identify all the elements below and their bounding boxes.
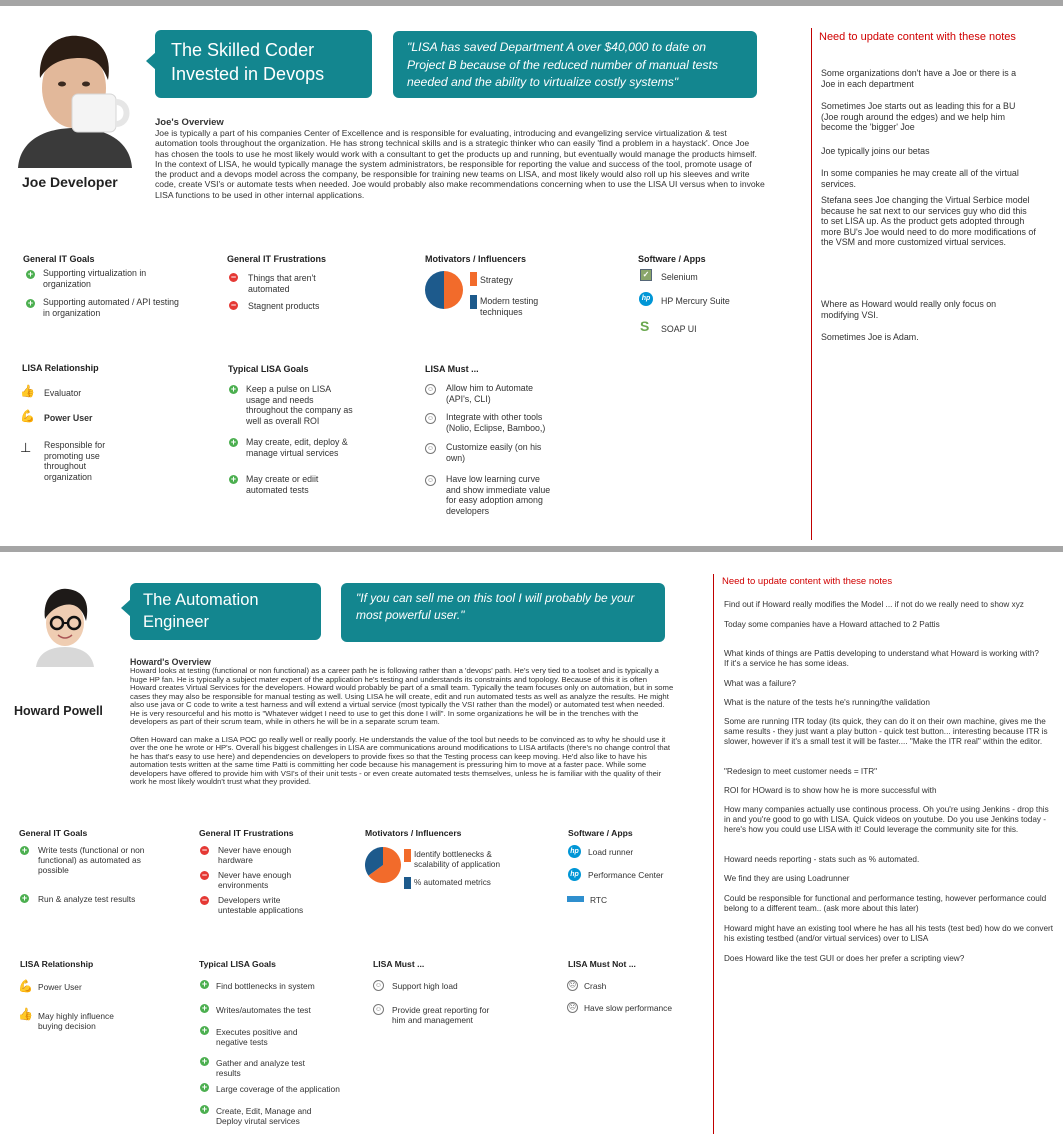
howard-motivators-pie: [364, 846, 402, 884]
howard-goals-title: General IT Goals: [19, 828, 88, 838]
howard-frustration-item: Never have enough environments: [218, 870, 292, 890]
joe-must-item: Allow him to Automate (API's, CLI): [446, 383, 534, 404]
howard-lisa-goals-title: Typical LISA Goals: [199, 959, 276, 969]
legend-swatch-blue: [470, 295, 477, 309]
smiley-icon: ☺: [426, 415, 435, 422]
joe-motivator-item: Strategy: [480, 275, 513, 285]
howard-lisa-goal-item: Gather and analyze test results: [216, 1058, 305, 1078]
plus-icon: +: [201, 1003, 208, 1013]
joe-relationship-item: Evaluator: [44, 388, 82, 398]
howard-frustration-item: Developers write untestable applications: [218, 895, 304, 915]
joe-software-item: Selenium: [661, 272, 698, 282]
plus-icon: +: [230, 474, 237, 484]
howard-lisa-goal-item: Executes positive and negative tests: [216, 1027, 298, 1047]
rtc-logo-icon: [567, 896, 584, 902]
joe-notes-divider: [811, 28, 812, 540]
howard-motivators-title: Motivators / Influencers: [365, 828, 462, 838]
joe-must-item: Integrate with other tools (Nolio, Eclipse, Bamboo,): [446, 412, 546, 433]
plus-icon: +: [201, 1025, 208, 1035]
joe-overview-text: Joe is typically a part of his companies Center of Excellence and is responsible for evaluating, introducing and evangelizing service virtualization & test automation tools throughout the organization. He has strong technical skills and is a strategic thinker who can easily 'find a problem in a haystack'. Once Joe has chosen the tools to use he most likely would work with a consultant to get the products up and running, but eventually would manage the products himself. In the context of LISA, he would typically manage the system administrators, be responsible for reporting the value and success of the tool, promote usage of the product and a devops model across the company, be responsible for training new teams on LISA, and most likely would also roll up his sleeves and write code, create VSI's or automate tests when needed. Joe would probably also make recommendations concerning when to use the LISA UI versus when to invoke LISA functions to be used in other internal applications.: [155, 128, 765, 200]
howard-software-item: Performance Center: [588, 870, 664, 880]
org-chart-icon: ⊥: [20, 440, 32, 455]
hp-logo-icon: hp: [568, 868, 581, 881]
joe-overview-title: Joe's Overview: [155, 117, 224, 128]
howard-name: Howard Powell: [14, 704, 103, 718]
howard-overview-title: Howard's Overview: [130, 657, 211, 667]
joe-lisa-goal-item: May create or ediit automated tests: [246, 474, 319, 495]
thumbs-icon: 👍: [20, 384, 35, 398]
howard-frustrations-title: General IT Frustrations: [199, 828, 294, 838]
joe-goals-title: General IT Goals: [23, 254, 95, 264]
joe-goal-item: Supporting automated / API testing in organization: [43, 297, 179, 318]
frown-icon: ☹: [568, 1004, 577, 1011]
howard-overview: [130, 657, 675, 787]
smiley-icon: ☺: [426, 386, 435, 393]
howard-quote: [341, 583, 665, 642]
smiley-icon: ☺: [426, 477, 435, 484]
minus-icon: −: [201, 895, 208, 905]
joe-motivators-title: Motivators / Influencers: [425, 254, 527, 264]
joe-relationship-title: LISA Relationship: [22, 363, 99, 373]
joe-must-item: Customize easily (on his own): [446, 442, 542, 463]
howard-must-item: Provide great reporting for him and management: [392, 1005, 490, 1025]
minus-icon: −: [230, 272, 237, 282]
soap-ui-icon: S: [640, 318, 650, 334]
howard-overview-text-2: Often Howard can make a LISA POC go really well or really poorly. He understands the value of the tool but needs to be convinced as to why he should use it over the one he wrote or HP's. Overall his biggest challenges in LISA are communications around modifications to LISA artifacts (there's no change control that he has that's easy to use here) and dependencies on developers to provide fixes so that the Testing process can keep moving. He'd also like to have his automation tests written at the same time Patti is committing her code because his management is pressuring him to move at a faster pace. While some developers have offered to provide him with VSI's of their unit tests - or even create automated tests themselves, unless he is familiar with the quality of their work he most likely wouldn't trust what they provided.: [130, 734, 671, 786]
plus-icon: +: [27, 298, 34, 308]
howard-must-not-title: LISA Must Not ...: [568, 959, 636, 969]
howard-note: What is the nature of the tests he's running/the validation: [724, 698, 930, 707]
section-divider: [0, 546, 1063, 552]
howard-lisa-goal-item: Create, Edit, Manage and Deploy virutal services: [216, 1106, 312, 1126]
howard-must-title: LISA Must ...: [373, 959, 425, 969]
howard-note: Howard needs reporting - stats such as % automated.: [724, 855, 920, 864]
howard-note: What was a failure?: [724, 679, 796, 688]
legend-swatch-blue: [404, 877, 411, 889]
howard-must-item: Support high load: [392, 981, 458, 991]
howard-must-not-item: Crash: [584, 981, 607, 991]
howard-title-line-1: The Automation: [143, 591, 259, 609]
plus-icon: +: [21, 893, 28, 903]
howard-note: "Redesign to meet customer needs = ITR": [724, 767, 878, 776]
joe-title-line-1: The Skilled Coder: [171, 40, 315, 60]
howard-software-title: Software / Apps: [568, 828, 633, 838]
howard-lisa-goal-item: Large coverage of the application: [216, 1084, 340, 1094]
joe-name: Joe Developer: [22, 174, 118, 190]
howard-quote-text: "If you can sell me on this tool I will probably be your most powerful user.": [356, 591, 635, 622]
joe-software-title: Software / Apps: [638, 254, 706, 264]
joe-overview: [155, 117, 765, 200]
hp-logo-icon: hp: [568, 845, 581, 858]
thumbs-icon: 👍: [18, 1007, 33, 1021]
joe-must-title: LISA Must ...: [425, 364, 479, 374]
plus-icon: +: [230, 437, 237, 447]
joe-frustration-item: Stagnent products: [248, 301, 320, 311]
joe-note: In some companies he may create all of the virtual services.: [821, 168, 1019, 189]
joe-frustration-item: Things that aren't automated: [248, 273, 316, 294]
joe-must-item: Have low learning curve and show immediate value for easy adoption among developers: [446, 474, 551, 516]
joe-note: Sometimes Joe starts out as leading this for a BU (Joe rough around the edges) and we help him become the 'bigger' Joe: [821, 101, 1016, 133]
howard-avatar: [30, 585, 100, 667]
howard-notes-title: Need to update content with these notes: [722, 576, 893, 587]
howard-motivator-item: % automated metrics: [414, 878, 491, 887]
howard-title-line-2: Engineer: [143, 613, 210, 631]
joe-frustrations-title: General IT Frustrations: [227, 254, 327, 264]
howard-note: Does Howard like the test GUI or does her prefer a scripting view?: [724, 954, 965, 963]
plus-icon: +: [27, 269, 34, 279]
howard-notes-divider: [713, 574, 714, 1134]
joe-motivator-item: Modern testing techniques: [480, 296, 539, 317]
plus-icon: +: [201, 1056, 208, 1066]
howard-note: How many companies actually use continous process. Oh you're using Jenkins - drop this in and you're good to go with LISA. Quick videos on youtube. Do you use Jenkins today - here's how you could use LISA with it! Could leverage the community site for this.: [724, 805, 1049, 834]
joe-note: Sometimes Joe is Adam.: [821, 332, 919, 342]
howard-goal-item: Run & analyze test results: [38, 894, 136, 904]
howard-note: ROI for HOward is to show how he is more successful with: [724, 786, 937, 795]
howard-software-item: Load runner: [588, 847, 634, 857]
joe-software-item: HP Mercury Suite: [661, 296, 730, 306]
joe-quote: [393, 31, 757, 98]
howard-software-item: RTC: [590, 895, 608, 905]
joe-quote-text: "LISA has saved Department A over $40,000 to date on Project B because of the reduced number of manual tests needed and the ability to virtualize costly systems": [407, 40, 718, 89]
howard-overview-text-1: Howard looks at testing (functional or non functional) as a career path he is following rather than a 'devops' path. He's very tied to a toolset and is typically a huge HP fan. He is typically a subject mater expert of the application he's testing and understands its constraints and topology. Because of this it is often Howard creates Virtual Services for the developers. Howard would probably be part of a small team. Typically the team focuses only on automation, but in some cases they may also be responsible for manual testing as well. Using LISA he will create, edit and run automated tests as well as analyze the results. He might also use java or C code to write a test harness and will extend a virtual service (most typically the VSI rather than the model) or automated test when needed. He is very resourceful and his motto is "Whatever widget I need to use to get this done I will". In some organizations he will be in the trenches with the developers as part of their scrum team, while in others he will be in a separate scrum team.: [130, 666, 674, 726]
howard-note: Find out if Howard really modifies the Model ... if not do we really need to show xyz: [724, 600, 1024, 609]
joe-note: Where as Howard would really only focus on modifying VSI.: [821, 299, 997, 320]
pie-slice: [444, 271, 463, 309]
howard-note: Howard might have an existing tool where he has all his tests (test bed) how do we convert his existing testbed (and/or virtual services) over to LISA: [724, 924, 1054, 943]
joe-lisa-goal-item: Keep a pulse on LISA usage and needs throughout the company as well as overall ROI: [246, 384, 353, 426]
plus-icon: +: [201, 979, 208, 989]
howard-note: We find they are using Loadrunner: [724, 874, 850, 883]
smiley-icon: ☺: [374, 1006, 383, 1013]
howard-motivator-item: Identify bottlenecks & scalability of application: [414, 850, 501, 869]
plus-icon: +: [230, 384, 237, 394]
howard-must-not-item: Have slow performance: [584, 1003, 672, 1013]
plus-icon: +: [201, 1082, 208, 1092]
joe-title-line-2: Invested in Devops: [171, 64, 325, 84]
joe-relationship-item: Responsible for promoting use throughout organization: [44, 440, 106, 482]
pie-slice: [425, 271, 444, 309]
minus-icon: −: [201, 870, 208, 880]
howard-title-callout: [130, 583, 321, 640]
howard-frustration-item: Never have enough hardware: [218, 845, 292, 865]
joe-title-callout: [155, 30, 372, 98]
howard-note: Could be responsible for functional and performance testing, however performance could belong to a different team.. (ask more about this later): [724, 894, 1047, 913]
howard-relationship-item: May highly influence buying decision: [38, 1011, 114, 1031]
legend-swatch-orange: [470, 272, 477, 286]
minus-icon: −: [201, 845, 208, 855]
howard-lisa-goal-item: Find bottlenecks in system: [216, 981, 315, 991]
howard-goal-item: Write tests (functional or non functional) as automated as possible: [38, 845, 145, 875]
top-divider: [0, 0, 1063, 6]
howard-note: Some are running ITR today (its quick, they can do it on their own machine, gives me the same results - they just want a play button - quick test button... interesting because ITR is slower, however if it's a small test it will be faster.... "Make the ITR real" within the editor.: [724, 717, 1048, 746]
joe-goal-item: Supporting virtualization in organization: [43, 268, 147, 289]
smiley-icon: ☺: [374, 982, 383, 989]
muscle-icon: 💪: [20, 409, 35, 423]
joe-avatar: [10, 28, 140, 168]
minus-icon: −: [230, 300, 237, 310]
joe-notes-title: Need to update content with these notes: [819, 31, 1016, 43]
frown-icon: ☹: [568, 982, 577, 989]
joe-lisa-goals-title: Typical LISA Goals: [228, 364, 309, 374]
joe-motivators-pie: [424, 270, 464, 310]
joe-note: Joe typically joins our betas: [821, 146, 930, 156]
howard-relationship-item: Power User: [38, 982, 82, 992]
howard-note: Today some companies have a Howard attached to 2 Pattis: [724, 620, 940, 629]
joe-lisa-goal-item: May create, edit, deploy & manage virtual services: [246, 437, 348, 458]
joe-relationship-item: Power User: [44, 413, 93, 423]
hp-logo-icon: hp: [639, 292, 653, 306]
legend-swatch-orange: [404, 849, 411, 862]
joe-note: Some organizations don't have a Joe or there is a Joe in each department: [821, 68, 1017, 89]
howard-relationship-title: LISA Relationship: [20, 959, 94, 969]
joe-software-item: SOAP UI: [661, 324, 697, 334]
howard-note: What kinds of things are Pattis developing to understand what Howard is working with? If it's a service he has some ideas.: [724, 649, 1039, 668]
plus-icon: +: [201, 1104, 208, 1114]
smiley-icon: ☺: [426, 445, 435, 452]
howard-lisa-goal-item: Writes/automates the test: [216, 1005, 311, 1015]
muscle-icon: 💪: [18, 979, 33, 993]
selenium-icon: ✓: [640, 269, 652, 281]
plus-icon: +: [21, 845, 28, 855]
joe-note: Stefana sees Joe changing the Virtual Serbice model because he sat next to our services guy who did this to set LISA up. As the product gets adopted through more BU's Joe would need to do more modifications of the VSM and more customized virtual services.: [821, 195, 1036, 248]
